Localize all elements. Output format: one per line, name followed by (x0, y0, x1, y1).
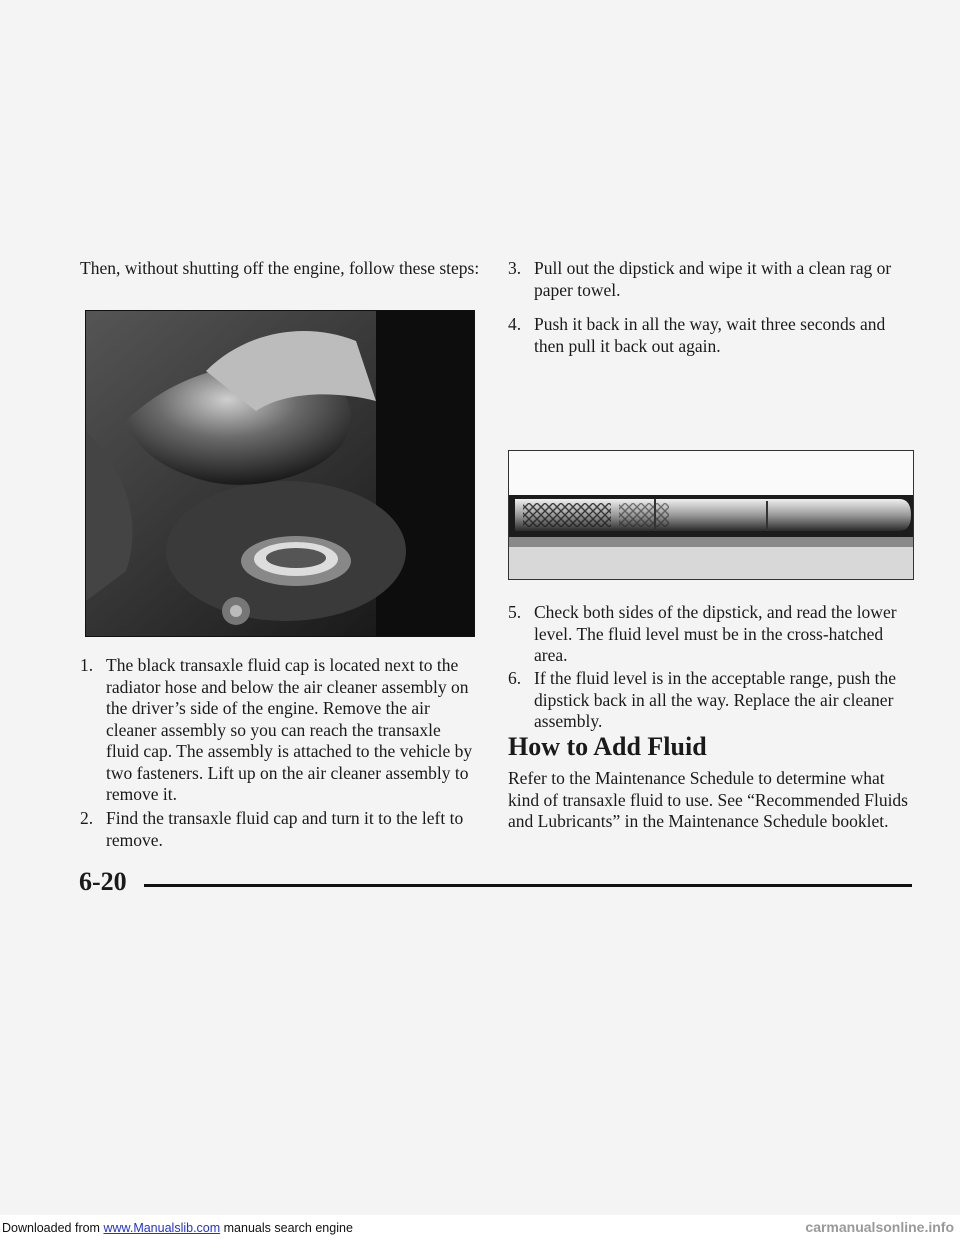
step-text: If the fluid level is in the acceptable range, push the dipstick back in all the way. Replace the air cleaner assembly. (534, 668, 897, 731)
list-item (508, 668, 908, 733)
footer-prefix: Downloaded from (2, 1221, 104, 1235)
step-text: Check both sides of the dipstick, and read the lower level. The fluid level must be in the cross-hatched area. (534, 602, 897, 665)
step-text: The black transaxle fluid cap is located next to the radiator hose and below the air cleaner assembly on the driver’s side of the engine. Remove the air cleaner assembly so you can reach the transaxle fluid cap. The assembly is attached to the vehicle by two fasteners. Lift up on the air cleaner assembly to remove it. (106, 655, 473, 804)
step-text: Pull out the dipstick and wipe it with a clean rag or paper towel. (534, 258, 892, 300)
list-item (508, 258, 908, 301)
dipstick-illustration (508, 450, 914, 580)
section-paragraph: Refer to the Maintenance Schedule to determine what kind of transaxle fluid to use. See “Recommended Fluids and Lubricants” in the Maintenance Schedule booklet. (508, 768, 908, 831)
step-number: 2. (80, 808, 94, 828)
step-text: Find the transaxle fluid cap and turn it to the left to remove. (106, 808, 464, 850)
list-item (80, 808, 478, 851)
engine-photo (85, 310, 475, 637)
step-number: 1. (80, 655, 94, 675)
section-heading: How to Add Fluid (508, 732, 707, 761)
step-number: 3. (508, 258, 522, 278)
footer-suffix: manuals search engine (220, 1221, 353, 1235)
step-number: 5. (508, 602, 522, 622)
watermark: carmanualsonline.info (805, 1219, 954, 1235)
divider (144, 884, 912, 887)
list-item (508, 314, 908, 357)
intro-text: Then, without shutting off the engine, follow these steps: (80, 258, 480, 278)
step-number: 6. (508, 668, 522, 688)
step-number: 4. (508, 314, 522, 334)
list-item (508, 602, 908, 667)
page-number: 6-20 (79, 867, 127, 896)
step-text: Push it back in all the way, wait three seconds and then pull it back out again. (534, 314, 886, 356)
footer-source (2, 1221, 353, 1235)
list-item (80, 655, 478, 806)
manualslib-link[interactable]: www.Manualslib.com (103, 1221, 221, 1235)
footer (0, 1215, 960, 1242)
